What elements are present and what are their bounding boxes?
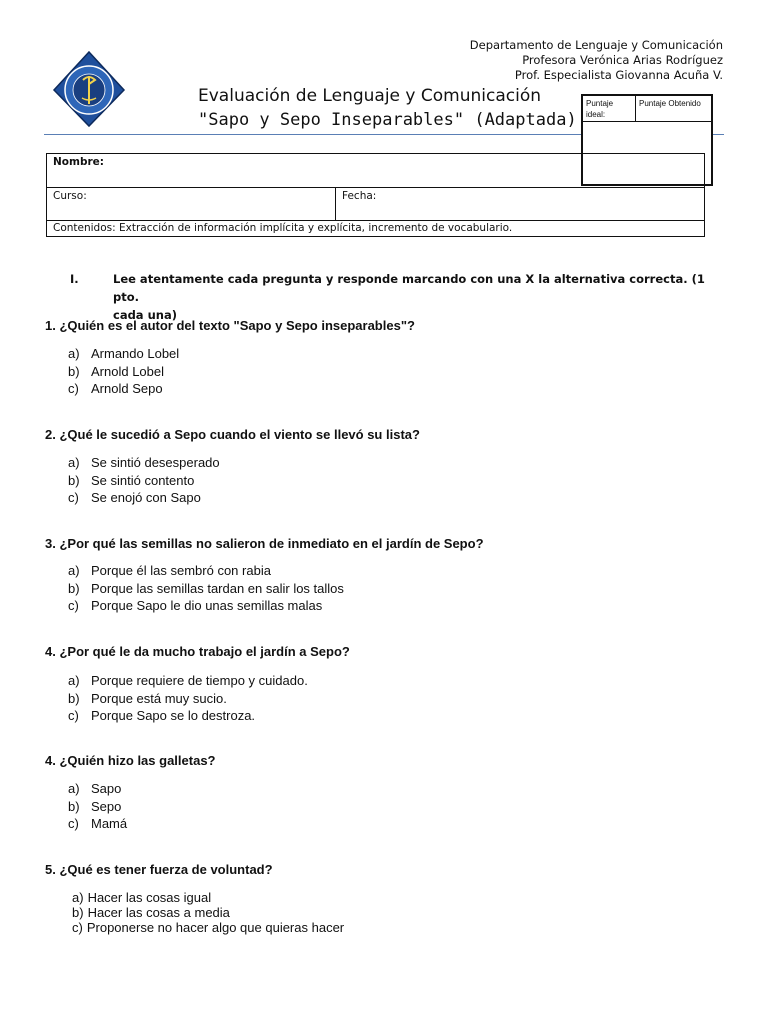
option-letter: b) bbox=[68, 472, 80, 488]
option-text: Sepo bbox=[91, 798, 122, 814]
question-3: 3. ¿Por qué las semillas no salieron de inmediato en el jardín de Sepo? bbox=[45, 536, 484, 551]
option[interactable] bbox=[68, 707, 308, 725]
ideal-score-label: Puntaje ideal: bbox=[583, 96, 636, 122]
option[interactable] bbox=[68, 815, 127, 833]
contents-text: Contenidos: Extracción de información implícita y explícita, incremento de vocabulario. bbox=[53, 222, 513, 234]
option[interactable] bbox=[68, 472, 220, 490]
option-letter: c) bbox=[72, 920, 83, 935]
option-text: Se sintió desesperado bbox=[91, 455, 220, 470]
obtained-score-label: Puntaje Obtenido bbox=[636, 96, 711, 122]
option[interactable] bbox=[68, 363, 179, 381]
title-line-1: Evaluación de Lenguaje y Comunicación bbox=[198, 86, 541, 106]
option-text: Arnold Lobel bbox=[91, 363, 164, 379]
option-text: Arnold Sepo bbox=[91, 381, 163, 396]
header-info bbox=[470, 38, 723, 83]
option-text: Se enojó con Sapo bbox=[91, 490, 201, 505]
date-field[interactable] bbox=[336, 188, 705, 221]
option-text: Porque él las sembró con rabia bbox=[91, 563, 271, 578]
option[interactable] bbox=[68, 580, 344, 598]
question-3-options bbox=[68, 562, 344, 615]
option-letter: c) bbox=[68, 381, 79, 396]
option[interactable] bbox=[68, 345, 179, 363]
option-text: Porque Sapo le dio unas semillas malas bbox=[91, 598, 323, 613]
option-letter: c) bbox=[68, 598, 79, 613]
instruction-line-2: cada una) bbox=[113, 308, 177, 322]
option-letter: a) bbox=[68, 455, 80, 470]
course-field[interactable] bbox=[47, 188, 336, 221]
option[interactable] bbox=[68, 562, 344, 580]
option-text: Porque Sapo se lo destroza. bbox=[91, 708, 256, 723]
question-1-options bbox=[68, 345, 179, 398]
date-label: Fecha: bbox=[342, 190, 377, 202]
option[interactable] bbox=[72, 905, 344, 920]
instruction-line-1: Lee atentamente cada pregunta y responde marcando con una X la alternativa correcta. (1 pto. bbox=[113, 272, 705, 304]
option-text: Porque requiere de tiempo y cuidado. bbox=[91, 673, 308, 688]
question-4-options bbox=[68, 672, 308, 725]
option[interactable] bbox=[72, 920, 344, 935]
option-text: Porque está muy sucio. bbox=[91, 690, 227, 706]
course-label: Curso: bbox=[53, 190, 87, 202]
option-letter: c) bbox=[68, 708, 79, 723]
option-text: Se sintió contento bbox=[91, 472, 195, 488]
school-logo bbox=[50, 50, 128, 128]
option-letter: a) bbox=[68, 346, 80, 361]
instruction-number: I. bbox=[70, 272, 79, 286]
option[interactable] bbox=[68, 489, 220, 507]
question-4b-options bbox=[68, 780, 127, 833]
option-letter: b) bbox=[68, 690, 80, 706]
option-letter: c) bbox=[68, 816, 79, 831]
page-title bbox=[198, 84, 577, 132]
student-info-table bbox=[46, 153, 705, 237]
option-letter: b) bbox=[68, 363, 80, 379]
question-4: 4. ¿Por qué le da mucho trabajo el jardín a Sepo? bbox=[45, 644, 350, 659]
option-text: Hacer las cosas a media bbox=[87, 905, 230, 920]
option-letter: a) bbox=[68, 781, 80, 796]
option-letter: b) bbox=[72, 905, 84, 920]
option-letter: b) bbox=[68, 580, 80, 596]
contents-row bbox=[47, 221, 705, 237]
teacher-name: Profesora Verónica Arias Rodríguez bbox=[522, 53, 723, 67]
option[interactable] bbox=[68, 798, 127, 816]
option-text: Mamá bbox=[91, 816, 128, 831]
option-letter: b) bbox=[68, 798, 80, 814]
question-4b: 4. ¿Quién hizo las galletas? bbox=[45, 753, 216, 768]
option-text: Sapo bbox=[91, 781, 122, 796]
option-text: Hacer las cosas igual bbox=[87, 890, 212, 905]
option[interactable] bbox=[68, 690, 308, 708]
option-letter: a) bbox=[68, 563, 80, 578]
question-5-options bbox=[72, 890, 344, 935]
question-5: 5. ¿Qué es tener fuerza de voluntad? bbox=[45, 862, 273, 877]
question-1: 1. ¿Quién es el autor del texto "Sapo y Sepo inseparables"? bbox=[45, 318, 415, 333]
name-field[interactable] bbox=[47, 154, 705, 188]
option[interactable] bbox=[72, 890, 344, 905]
option[interactable] bbox=[68, 597, 344, 615]
option-text: Armando Lobel bbox=[91, 346, 180, 361]
option[interactable] bbox=[68, 380, 179, 398]
name-label: Nombre: bbox=[53, 156, 104, 168]
department-name: Departamento de Lenguaje y Comunicación bbox=[469, 38, 723, 52]
question-2: 2. ¿Qué le sucedió a Sepo cuando el viento se llevó su lista? bbox=[45, 427, 420, 442]
option-text: Porque las semillas tardan en salir los tallos bbox=[91, 580, 344, 596]
specialist-name: Prof. Especialista Giovanna Acuña V. bbox=[514, 68, 723, 82]
option-letter: a) bbox=[68, 673, 80, 688]
option[interactable] bbox=[68, 780, 127, 798]
option-letter: c) bbox=[68, 490, 79, 505]
instruction bbox=[70, 270, 720, 324]
option-letter: a) bbox=[72, 890, 84, 905]
option[interactable] bbox=[68, 454, 220, 472]
option[interactable] bbox=[68, 672, 308, 690]
question-2-options bbox=[68, 454, 220, 507]
title-line-2: "Sapo y Sepo Inseparables" (Adaptada) bbox=[198, 110, 577, 130]
option-text: Proponerse no hacer algo que quieras hacer bbox=[86, 920, 345, 935]
